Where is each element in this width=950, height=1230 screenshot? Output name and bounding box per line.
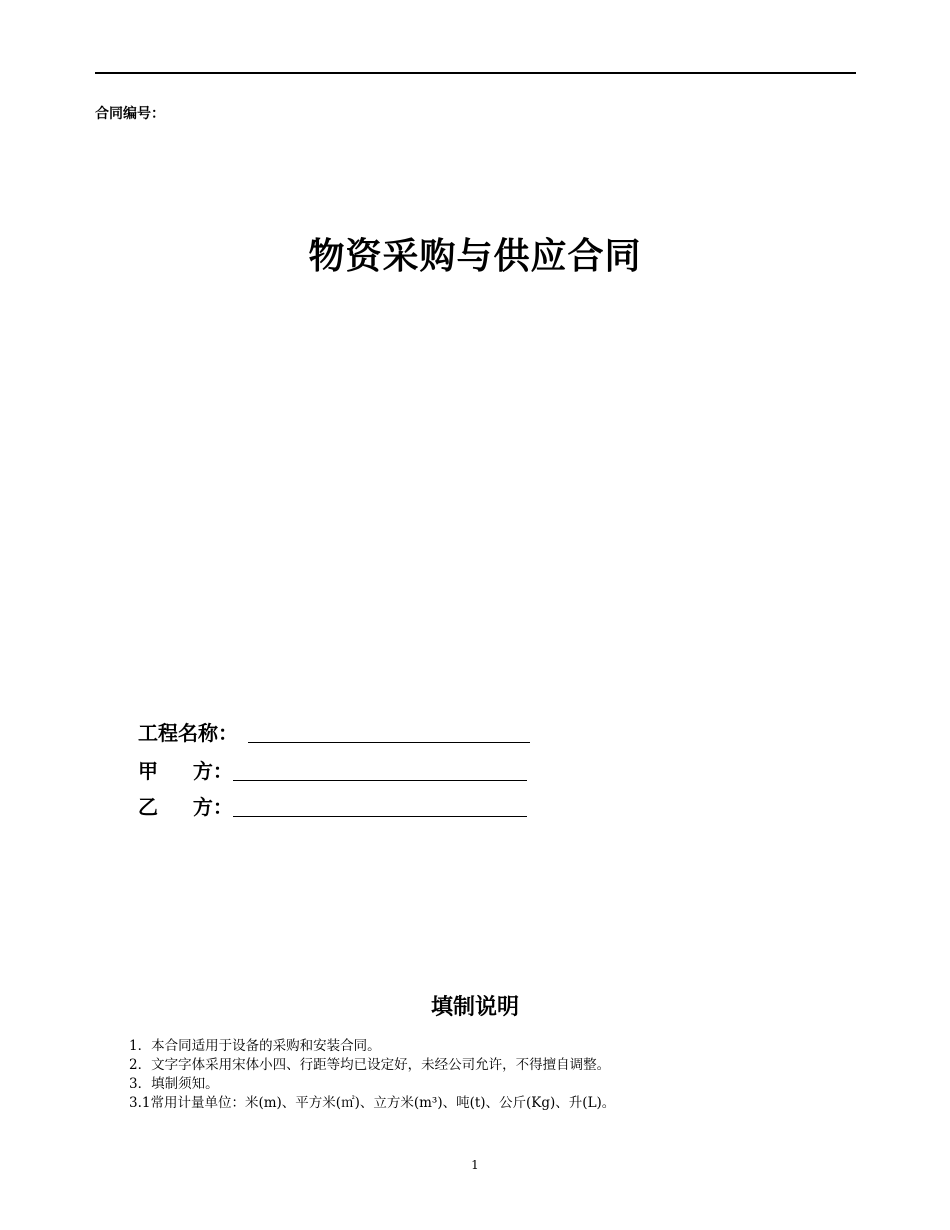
contract-number-label: 合同编号： (95, 106, 165, 122)
instruction-item: 3．填制须知。 (129, 1076, 219, 1092)
page-number: 1 (471, 1158, 479, 1172)
field-party-a (138, 756, 527, 784)
header-rule (95, 72, 856, 74)
field-label: 工程名称： (138, 721, 238, 745)
field-label: 乙 方： (138, 795, 233, 819)
document-title: 物资采购与供应合同 (308, 236, 642, 277)
blank-line[interactable] (248, 742, 530, 743)
field-project-name (138, 718, 530, 746)
field-label: 甲 方： (138, 759, 233, 783)
instructions-heading: 填制说明 (430, 995, 519, 1020)
blank-line[interactable] (233, 816, 527, 817)
instructions-list (129, 1037, 615, 1113)
instruction-item: 3.1常用计量单位：米(m)、平方米(㎡)、立方米(m³)、吨(t)、公斤(Kg)、升(L)。 (129, 1095, 616, 1111)
field-party-b (138, 792, 527, 820)
blank-line[interactable] (233, 780, 527, 781)
instruction-item: 1．本合同适用于设备的采购和安装合同。 (129, 1038, 381, 1054)
instruction-item: 2．文字字体采用宋体小四、行距等均已设定好，未经公司允许，不得擅自调整。 (129, 1057, 611, 1073)
